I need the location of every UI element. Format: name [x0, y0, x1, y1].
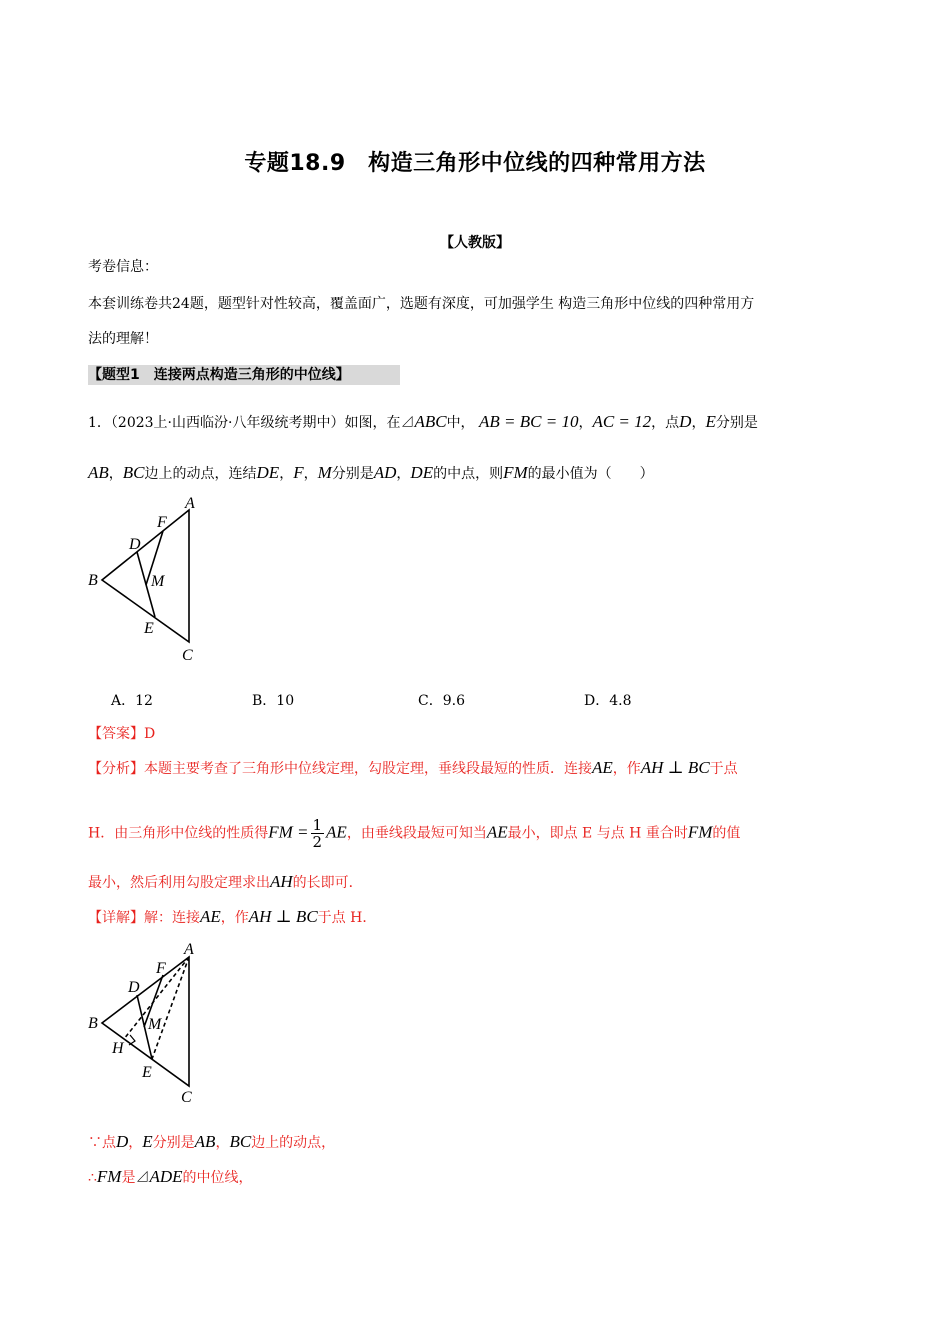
fig2-label-f: F [156, 960, 166, 977]
text-fenbie: 分别是 [715, 415, 758, 431]
detail-label: 【详解】 [88, 910, 144, 926]
math-e: E [705, 412, 716, 431]
intro-line-1: 本套训练卷共24题，题型针对性较高，覆盖面广，选题有深度，可加强学生 构造三角形中位线的四种常用方 [88, 296, 755, 312]
fig2-label-c: C [181, 1089, 192, 1106]
math-abc: ABC [414, 412, 447, 431]
intro-line-2: 法的理解！ [88, 331, 158, 347]
triangle-symbol: ⊿ [400, 415, 415, 431]
analysis-line-1 [88, 758, 738, 779]
math-de-2: DE [410, 463, 434, 482]
fraction-half [311, 817, 325, 850]
because-symbol: ∵ [88, 1135, 102, 1151]
fig2-label-d: D [128, 979, 140, 996]
fig1-label-d: D [129, 536, 141, 553]
page-title: 专题18.9 构造三角形中位线的四种常用方法 [244, 151, 706, 176]
figure-2 [82, 938, 212, 1110]
option-b[interactable]: B．10 [252, 693, 295, 709]
analysis-text-7: 的值 [712, 825, 741, 842]
fig1-label-f: F [157, 514, 167, 531]
math-ae-2: AE [326, 822, 347, 842]
math-ah-perp-bc: AH ⊥ BC [640, 758, 710, 777]
analysis-text-2: ，作 [612, 761, 641, 777]
analysis-text-6: 最小，即点 E 与点 H 重合时 [507, 825, 688, 842]
math-fm-eq: FM = [268, 822, 309, 842]
step-1-text-2: 分别是 [152, 1135, 195, 1151]
fig1-label-e: E [144, 620, 154, 637]
fig2-label-m: M [148, 1016, 162, 1033]
math-m: M [317, 463, 332, 482]
analysis-label: 【分析】 [88, 761, 144, 777]
analysis-line-2 [88, 817, 740, 850]
math-step-d: D [116, 1132, 129, 1151]
analysis-text-5: ，由垂线段最短可知当 [346, 825, 487, 842]
option-d[interactable]: D．4.8 [584, 693, 632, 709]
question-1-line-2: AB，BC边上的动点，连结DE，F，M分别是AD，DE的中点，则FM的最小值为（ ） [88, 463, 654, 482]
math-fm: FM [503, 463, 528, 482]
detail-text-3: 于点 H． [317, 910, 377, 926]
question-source: （2023上·山西临汾·八年级统考期中）如图，在 [110, 415, 401, 431]
step-2-text-1: 是 [121, 1170, 136, 1186]
analysis-text-8: 最小，然后利用勾股定理求出 [88, 875, 270, 891]
detail-line [88, 907, 376, 928]
text-l2-3: 的中点，则 [433, 466, 504, 482]
fraction-numerator: 1 [312, 816, 323, 834]
math-step-ade: ADE [149, 1167, 183, 1186]
math-de: DE [256, 463, 280, 482]
edition-label: 【人教版】 [440, 235, 510, 251]
math-cond1: AB = BC = 10 [479, 412, 579, 431]
fraction-denominator: 2 [312, 833, 323, 851]
triangle-symbol-2: ⊿ [135, 1170, 150, 1186]
figure-1 [82, 494, 212, 666]
step-1-text-1: 点 [102, 1135, 116, 1151]
text-point: ，点 [651, 415, 680, 431]
exam-info-label: 考卷信息： [88, 259, 158, 275]
math-step-ab: AB [194, 1132, 216, 1151]
math-f: F [293, 463, 304, 482]
math-step-bc: BC [229, 1132, 252, 1151]
math-detail-ae: AE [200, 907, 221, 926]
math-fm-2: FM [687, 822, 713, 842]
math-ad: AD [373, 463, 397, 482]
detail-text-2: ，作 [220, 910, 249, 926]
text-l2-1: 边上的动点，连结 [144, 466, 257, 482]
answer-value: D [144, 726, 156, 742]
fig2-label-e: E [142, 1064, 152, 1081]
math-ae: AE [592, 758, 613, 777]
analysis-text-9: 的长即可． [292, 875, 363, 891]
option-a[interactable]: A．12 [111, 693, 153, 709]
analysis-text-4: H．由三角形中位线的性质得 [88, 825, 269, 842]
fig1-label-b: B [88, 572, 98, 589]
text-l2-4: 的最小值为（ ） [527, 466, 654, 482]
math-cond2: AC = 12 [592, 412, 652, 431]
fig2-label-a: A [184, 941, 194, 958]
math-ah: AH [270, 872, 293, 891]
analysis-text-1: 本题主要考查了三角形中位线定理，勾股定理，垂线段最短的性质．连接 [144, 761, 592, 777]
detail-text-1: 解：连接 [144, 910, 200, 926]
analysis-line-3 [88, 872, 363, 893]
text-l2-2: 分别是 [331, 466, 374, 482]
math-ae-3: AE [486, 822, 508, 842]
math-detail-ah: AH ⊥ BC [248, 907, 318, 926]
math-bc: BC [122, 463, 145, 482]
fig2-label-b: B [88, 1015, 98, 1032]
fig2-label-h: H [112, 1040, 124, 1057]
question-1-line-1: 1．（2023上·山西临汾·八年级统考期中）如图，在⊿ABC中， AB = BC = 10，AC = 12，点D，E分别是 [88, 412, 758, 431]
fig1-label-c: C [182, 647, 193, 664]
answer-label: 【答案】 [88, 726, 144, 742]
math-ab: AB [88, 463, 109, 482]
math-step-e: E [142, 1132, 153, 1151]
text-in: 中， [446, 415, 475, 431]
step-2-text-2: 的中位线， [182, 1170, 253, 1186]
math-d: D [679, 412, 692, 431]
step-1: ∵点D，E分别是AB，BC边上的动点， [88, 1132, 336, 1151]
step-1-text-3: 边上的动点， [251, 1135, 336, 1151]
section-heading-1: 【题型1 连接两点构造三角形的中位线】 [88, 365, 400, 385]
answer-line [88, 724, 155, 744]
analysis-text-3: 于点 [709, 761, 738, 777]
math-step-fm: FM [96, 1167, 122, 1186]
therefore-symbol: ∴ [88, 1170, 97, 1186]
fig1-label-m: M [151, 573, 165, 590]
fig1-label-a: A [185, 495, 195, 512]
question-number: 1． [88, 415, 111, 431]
step-2 [88, 1167, 253, 1188]
option-c[interactable]: C．9.6 [418, 693, 465, 709]
